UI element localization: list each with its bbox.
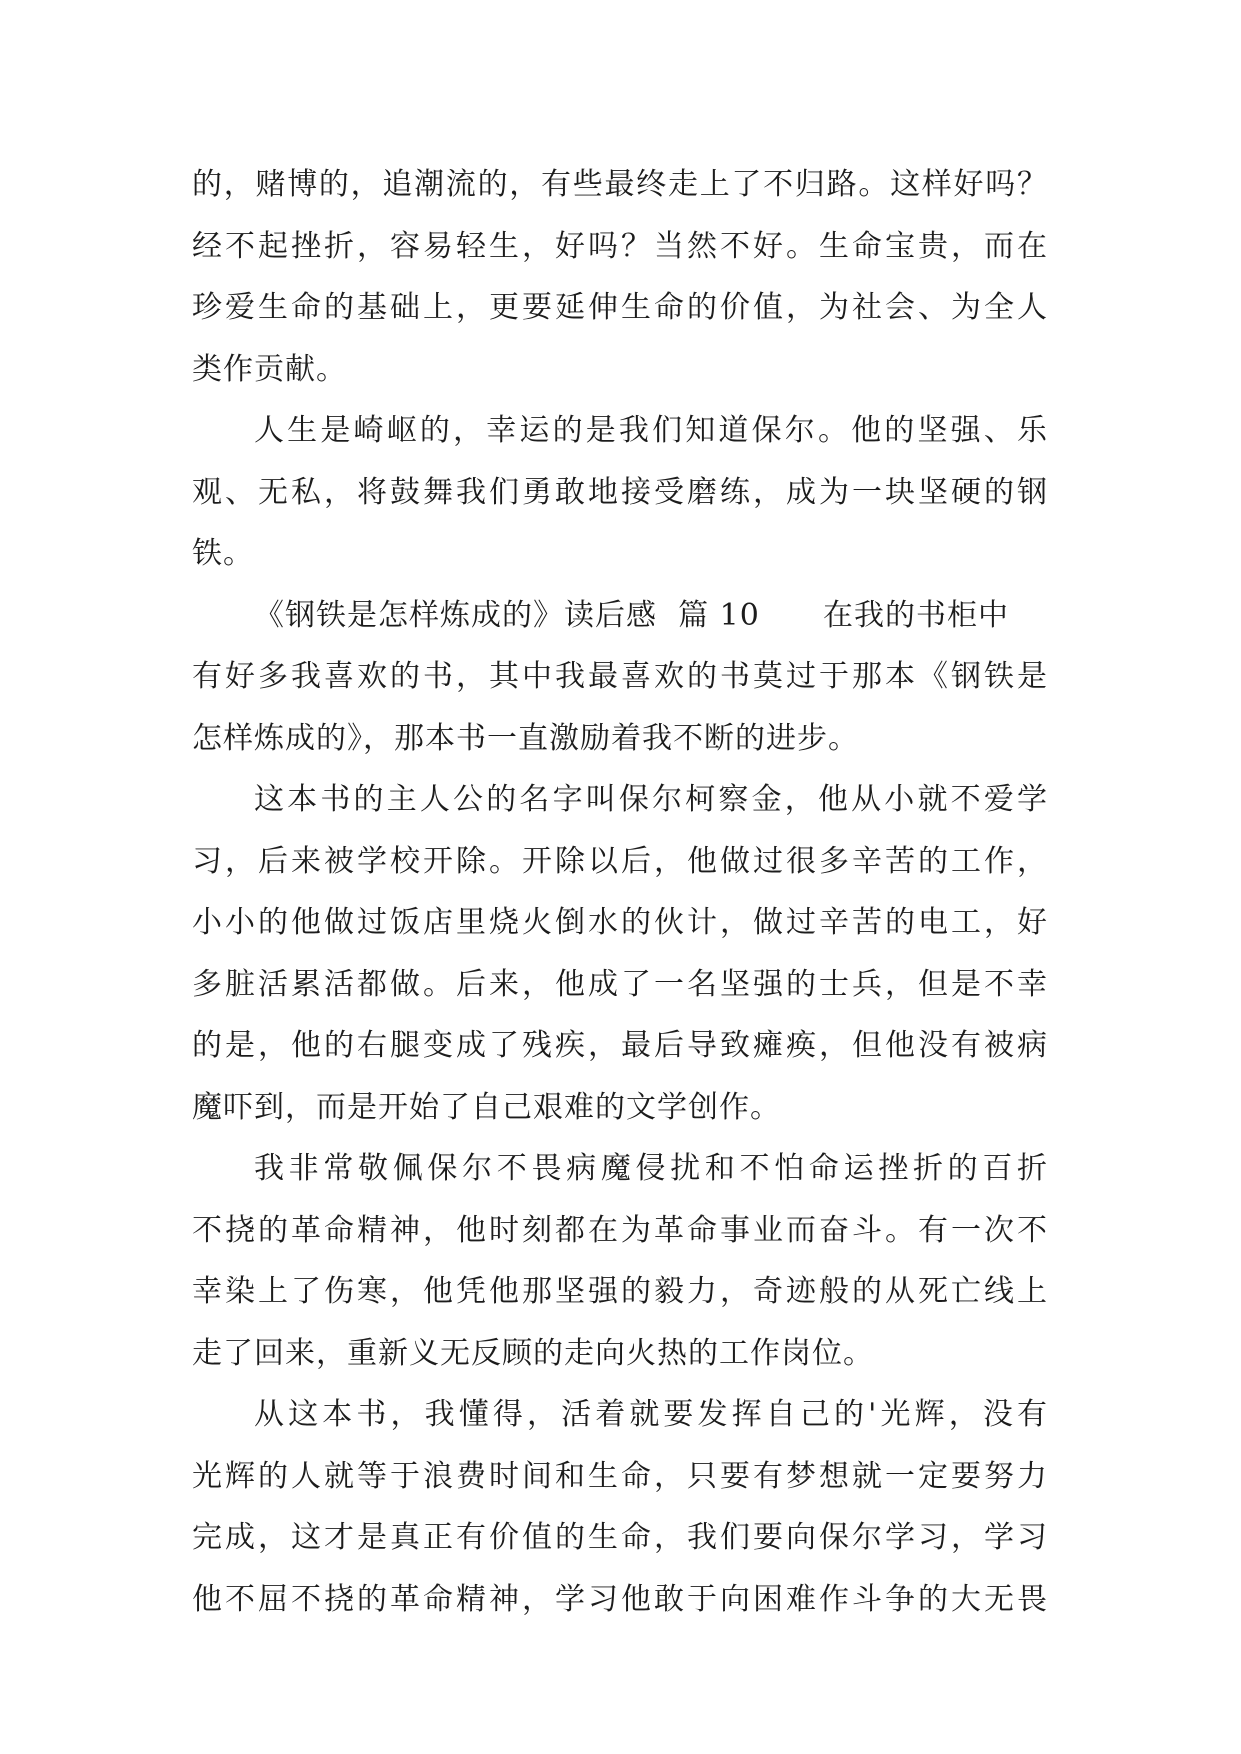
text-line: 观、无私，将鼓舞我们勇敢地接受磨练，成为一块坚硬的钢: [192, 474, 1048, 510]
paragraph-start-line: 我非常敬佩保尔不畏病魔侵扰和不怕命运挫折的百折: [254, 1151, 1048, 1186]
text-line: 经不起挫折，容易轻生，好吗？当然不好。生命宝贵，而在: [192, 228, 1048, 264]
text-line: 类作贡献。: [192, 351, 347, 387]
text-line: 幸染上了伤寒，他凭他那坚强的毅力，奇迹般的从死亡线上: [192, 1274, 1048, 1309]
text-line: 的是，他的右腿变成了残疾，最后导致瘫痪，但他没有被病: [192, 1028, 1048, 1063]
text-line: 的，赌博的，追潮流的，有些最终走上了不归路。这样好吗？: [192, 167, 1048, 202]
text-line: 光辉的人就等于浪费时间和生命，只要有梦想就一定要努力: [192, 1458, 1048, 1494]
paragraph-start-line: 这本书的主人公的名字叫保尔柯察金，他从小就不爱学: [254, 782, 1048, 817]
body-text: [192, 154, 1048, 1630]
text-line: 习，后来被学校开除。开除以后，他做过很多辛苦的工作，: [192, 843, 1048, 879]
text-line: 魔吓到，而是开始了自己艰难的文学创作。: [192, 1089, 781, 1125]
text-line: 珍爱生命的基础上，更要延伸生命的价值，为社会、为全人: [192, 290, 1048, 325]
text-line: 完成，这才是真正有价值的生命，我们要向保尔学习，学习: [192, 1520, 1048, 1555]
text-line: 怎样炼成的》，那本书一直激励着我不断的进步。: [192, 720, 859, 756]
paragraph-start-line: 从这本书，我懂得，活着就要发挥自己的'光辉，没有: [254, 1397, 1048, 1432]
text-line: 他不屈不挠的革命精神，学习他敢于向困难作斗争的大无畏: [192, 1581, 1048, 1617]
section-heading-line: 《钢铁是怎样炼成的》读后感 篇 10 在我的书柜中: [254, 597, 1009, 633]
paragraph-start-line: 人生是崎岖的，幸运的是我们知道保尔。他的坚强、乐: [254, 413, 1048, 448]
text-line: 小小的他做过饭店里烧火倒水的伙计，做过辛苦的电工，好: [192, 905, 1048, 940]
text-line: 有好多我喜欢的书，其中我最喜欢的书莫过于那本《钢铁是: [192, 659, 1048, 694]
text-line: 铁。: [192, 536, 254, 571]
text-line: 不挠的革命精神，他时刻都在为革命事业而奋斗。有一次不: [192, 1212, 1048, 1248]
text-line: 走了回来，重新义无反顾的走向火热的工作岗位。: [192, 1335, 874, 1371]
text-line: 多脏活累活都做。后来，他成了一名坚强的士兵，但是不幸: [192, 966, 1048, 1002]
